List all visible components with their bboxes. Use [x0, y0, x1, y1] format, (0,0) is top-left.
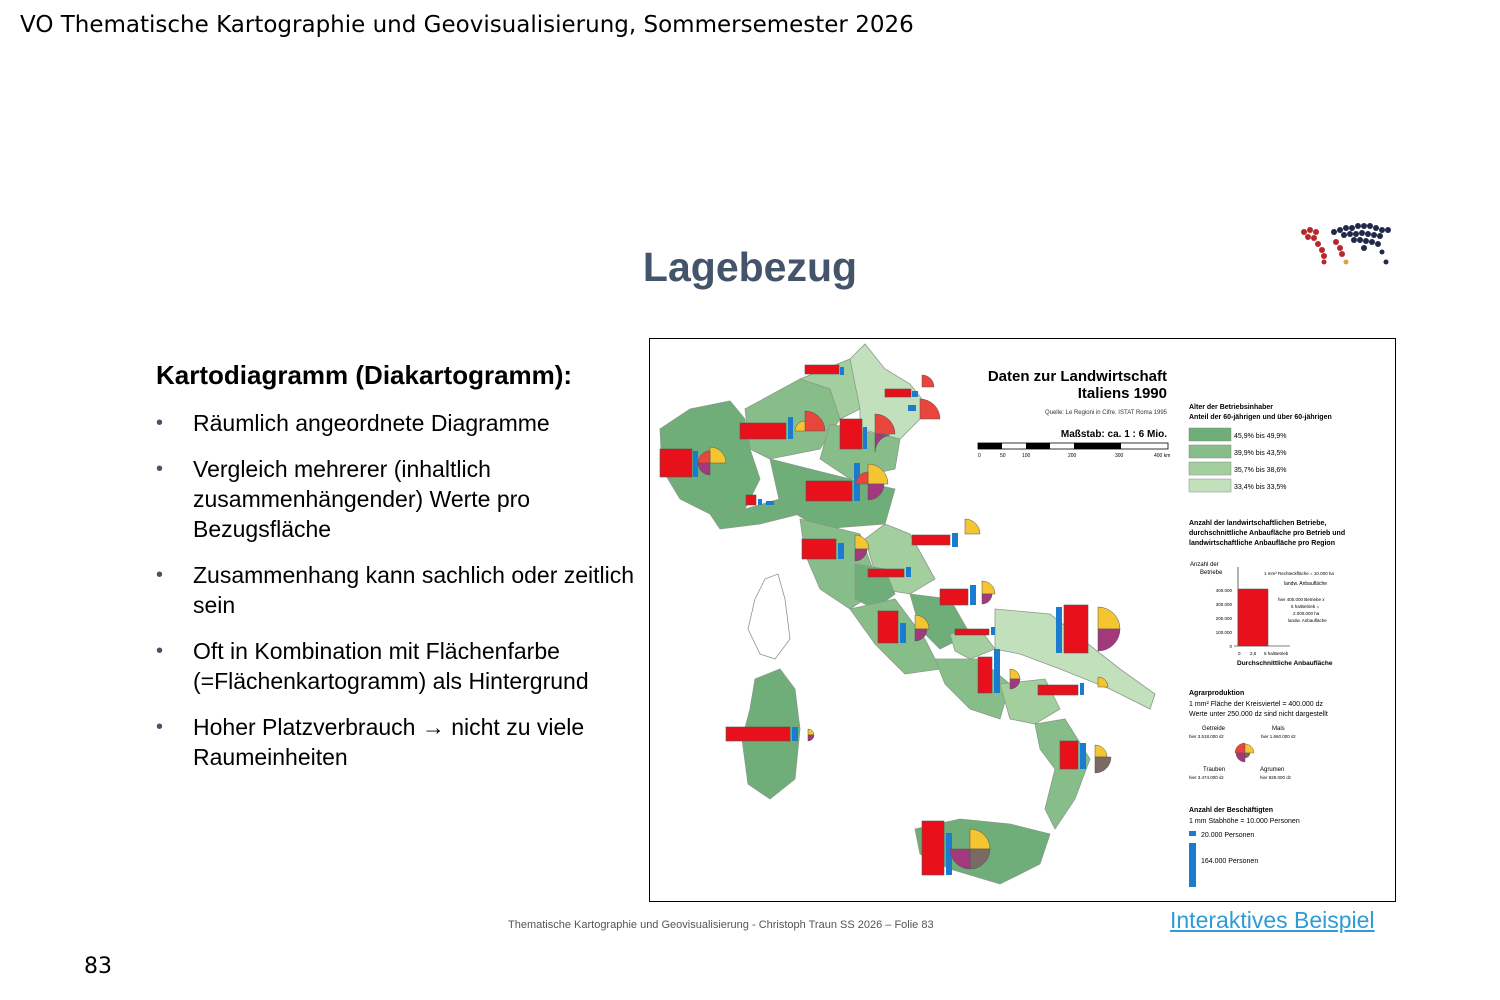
diagram-tuscany — [802, 535, 869, 561]
scale-tick: 0 — [978, 453, 981, 459]
map-canvas — [650, 339, 1395, 901]
legend-farms-xtick: 2,5 — [1250, 651, 1257, 656]
legend-employees-item: 20.000 Personen — [1201, 832, 1255, 839]
legend-farms-ylabel: Betriebe — [1200, 570, 1223, 576]
diagram-alps — [805, 365, 844, 375]
legend-farms-ytick: 0 — [1229, 644, 1232, 649]
subheading: Kartodiagramm (Diakartogramm): — [156, 360, 573, 390]
legend-age-class: 39,9% bis 43,5% — [1234, 450, 1287, 457]
italy-cartodiagram-map — [649, 338, 1396, 902]
legend-production-value: hier 829.000 dz — [1260, 775, 1292, 780]
legend-age-class: 45,9% bis 49,9% — [1234, 433, 1287, 440]
bullet-text: Räumlich angeordnete Diagramme — [193, 410, 550, 436]
legend-farms — [1189, 520, 1345, 667]
legend-production-title: Agrarproduktion — [1189, 690, 1245, 697]
bullet-text: Hoher Platzverbrauch → nicht zu viele Raumeinheiten — [193, 714, 585, 770]
scale-tick: 300 — [1115, 453, 1124, 459]
bullet-list — [156, 408, 636, 788]
legend-production-value: hier 3.518.000 dz — [1189, 734, 1224, 739]
legend-farms-xtick: 0 — [1238, 651, 1241, 656]
map-title-line1: Daten zur Landwirtschaft — [987, 368, 1167, 385]
legend-production-item: Getreide — [1202, 726, 1226, 732]
legend-employees — [1189, 807, 1300, 887]
legend-employees-item: 164.000 Personen — [1201, 858, 1259, 865]
legend-farms-ytick: 400.000 — [1215, 588, 1232, 593]
legend-farms-title: durchschnittliche Anbaufläche pro Betrieb und — [1189, 530, 1346, 537]
legend-farms-xtick: 5 ha/Betrieb — [1264, 651, 1289, 656]
bullet-dot-icon: • — [156, 640, 164, 662]
legend-farms-note: landw. Anbaufläche — [1288, 618, 1327, 623]
header-title: VO Thematische Kartographie und Geovisualisierung, Sommersemester 2026 — [20, 12, 914, 38]
legend-farms-ytick: 100.000 — [1215, 630, 1232, 635]
diagram-apulia — [1056, 605, 1120, 653]
legend-production-line: 1 mm² Fläche der Kreisviertel = 400.000 dz — [1189, 701, 1324, 708]
diagram-campania — [978, 649, 1020, 693]
page-number: 83 — [84, 954, 112, 979]
slide-title: Lagebezug — [642, 244, 858, 290]
legend-farms-xlabel: Durchschnittliche Anbaufläche — [1237, 660, 1333, 667]
legend-farms-ytick: 200.000 — [1215, 616, 1232, 621]
scale-label: Maßstab: ca. 1 : 6 Mio. — [1060, 429, 1167, 440]
bullet-dot-icon: • — [156, 458, 164, 480]
diagram-sardinia — [726, 727, 814, 741]
legend-age-subtitle: Anteil der 60-jährigen und über 60-jährigen — [1189, 414, 1332, 421]
list-item — [156, 560, 636, 620]
bullet-text: Oft in Kombination mit Flächenfarbe (=Flächenkartogramm) als Hintergrund — [193, 638, 589, 694]
region-calabria — [1035, 719, 1090, 829]
legend-age — [1189, 404, 1332, 492]
diagram-marche — [912, 519, 980, 547]
legend-production-item: Agrumen — [1260, 767, 1285, 773]
legend-production-item: Mais — [1272, 726, 1285, 732]
legend-age-class: 33,4% bis 33,5% — [1234, 484, 1287, 491]
legend-production — [1189, 690, 1328, 780]
legend-production-line: Werte unter 250.000 dz sind nicht dargestellt — [1189, 711, 1328, 718]
legend-farms-ylabel: Anzahl der — [1190, 562, 1219, 568]
legend-farms-note: 2.000.000 ha — [1293, 611, 1320, 616]
legend-age-title: Alter der Betriebsinhaber — [1189, 404, 1274, 411]
legend-farms-note: 1 mm² Rechteckfläche = 10.000 ha — [1264, 571, 1334, 576]
interactive-example-link[interactable]: Interaktives Beispiel — [1170, 907, 1375, 933]
bullet-dot-icon: • — [156, 564, 164, 586]
scale-tick: 200 — [1068, 453, 1077, 459]
legend-farms-note: 5 ha/Betrieb = — [1291, 604, 1320, 609]
list-item — [156, 636, 636, 696]
region-corsica — [748, 574, 790, 659]
legend-age-class: 35,7% bis 38,6% — [1234, 467, 1287, 474]
legend-farms-title: Anzahl der landwirtschaftlichen Betriebe, — [1189, 520, 1327, 527]
bullet-dot-icon: • — [156, 716, 164, 738]
list-item — [156, 454, 636, 544]
scale-tick: 100 — [1022, 453, 1031, 459]
bullet-dot-icon: • — [156, 412, 164, 434]
map-title-line2: Italiens 1990 — [1077, 385, 1167, 402]
list-item — [156, 712, 636, 772]
bullet-text: Vergleich mehrerer (inhaltlich zusammenhängender) Werte pro Bezugsfläche — [193, 456, 531, 542]
legend-production-item: Trauben — [1203, 767, 1226, 773]
legend-employees-line: 1 mm Stabhöhe = 10.000 Personen — [1189, 818, 1300, 825]
legend-farms-note: hier 400.000 Betriebe x — [1278, 597, 1325, 602]
legend-production-value: hier 1.660.000 dz — [1261, 734, 1296, 739]
list-item — [156, 408, 636, 438]
legend-farms-ytick: 300.000 — [1215, 602, 1232, 607]
scale-tick: 50 — [1000, 453, 1006, 459]
scale-tick: 400 km — [1154, 453, 1171, 459]
map-source: Quelle: Le Regioni in Cifre. ISTAT Roma 1995 — [1044, 410, 1167, 416]
diagram-calabria — [1060, 741, 1111, 773]
diagram-liguria — [746, 495, 774, 505]
legend-production-value: hier 3.474.000 dz — [1189, 775, 1224, 780]
legend-farms-title: landwirtschaftliche Anbaufläche pro Region — [1189, 540, 1335, 547]
diagram-abruzzo — [940, 581, 995, 605]
footer-text: Thematische Kartographie und Geovisualisierung - Christoph Traun SS 2026 – Folie 83 — [508, 919, 934, 931]
scale-bar — [978, 443, 1170, 459]
legend-farms-note: landw. Anbaufläche — [1284, 581, 1328, 587]
legend-employees-title: Anzahl der Beschäftigten — [1189, 807, 1274, 814]
bullet-text: Zusammenhang kann sachlich oder zeitlich sein — [193, 562, 635, 618]
